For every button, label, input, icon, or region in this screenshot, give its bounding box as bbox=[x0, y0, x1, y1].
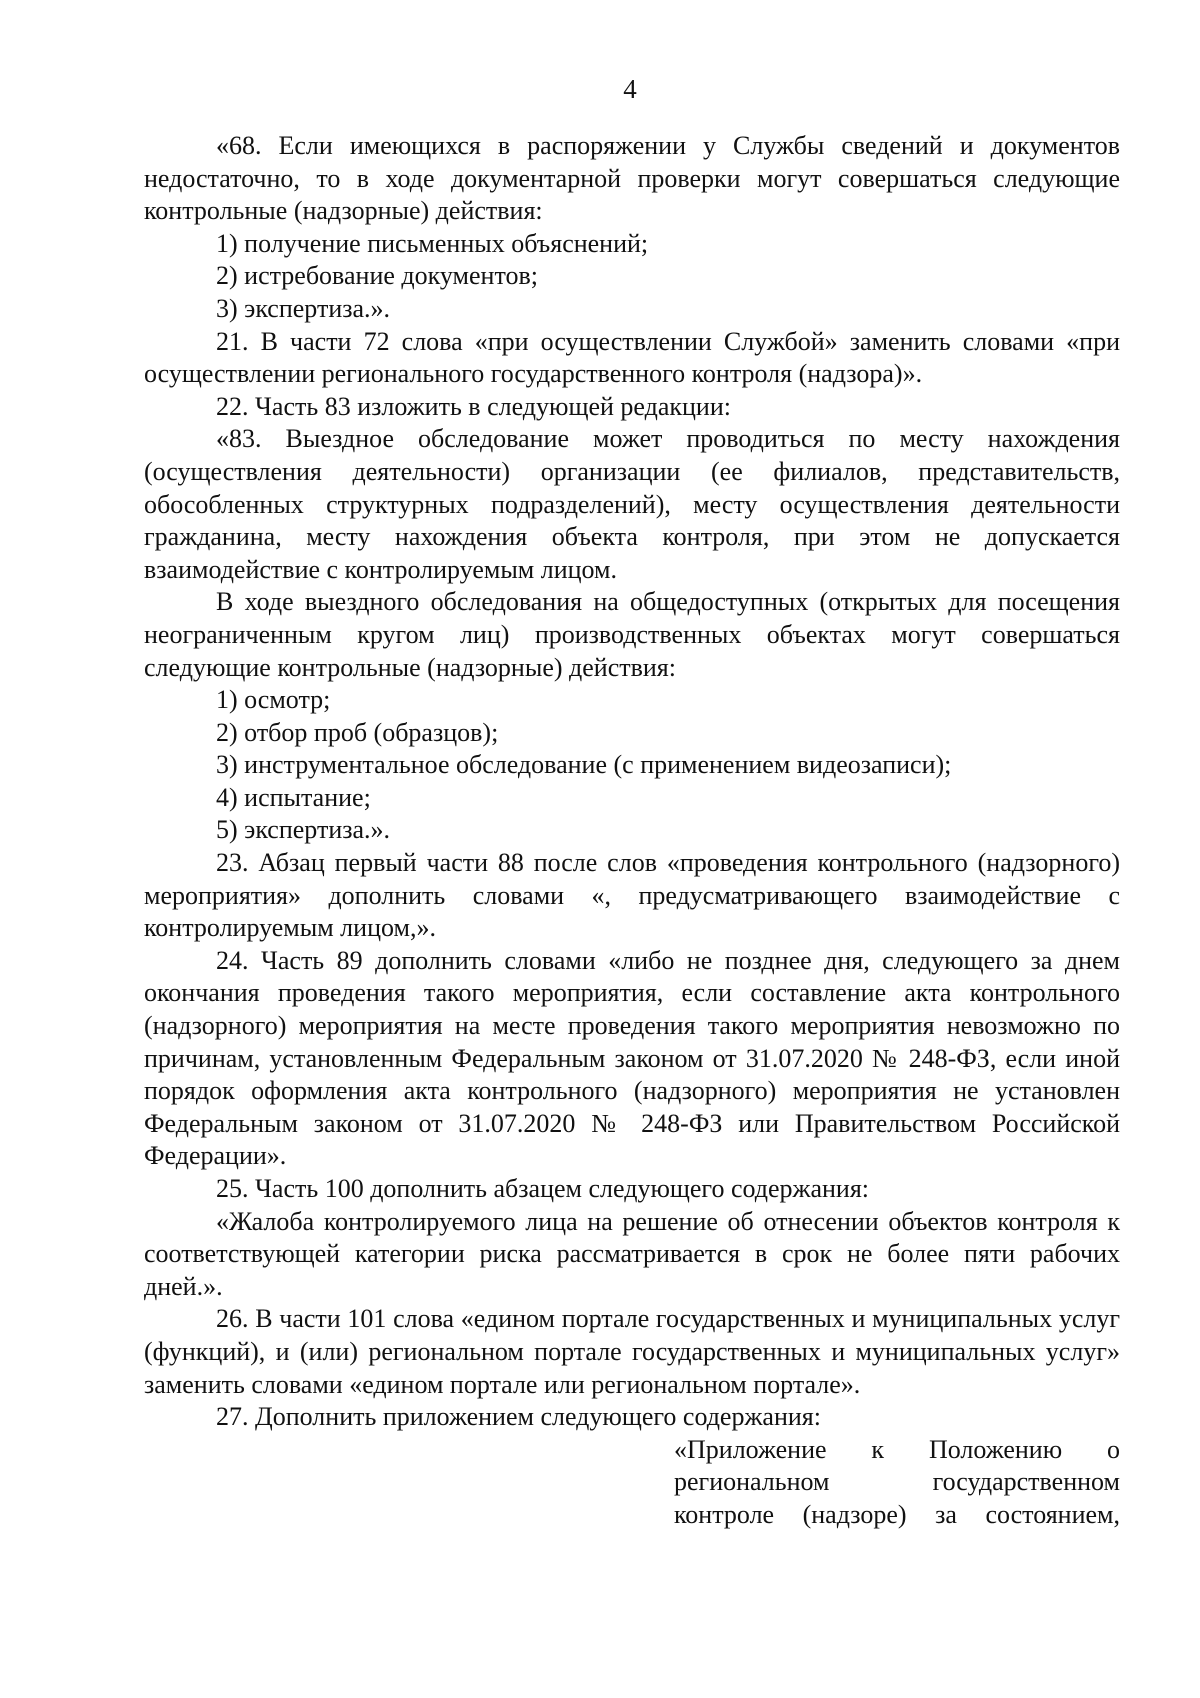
document-body bbox=[144, 130, 1120, 1532]
paragraph-field-inspection: В ходе выездного обследования на общедоступных (открытых для посещения неограниченным кругом лиц) производственных объектах могут совершаться следующие контрольные (надзорные) действия: bbox=[144, 587, 1120, 682]
paragraph-complaint: «Жалоба контролируемого лица на решение об отнесении объектов контроля к соответствующей категории риска рассматривается в срок не более пяти рабочих дней.». bbox=[144, 1206, 1120, 1301]
list-item: 4) испытание; bbox=[216, 782, 371, 812]
appendix-header-line: «Приложение к Положению о bbox=[674, 1434, 1120, 1464]
paragraph-item-23: 23. Абзац первый части 88 после слов «проведения контрольного (надзорного) мероприятия» дополнить словами «, предусматривающего взаимодействие с контролируемым лицом,». bbox=[144, 848, 1120, 943]
paragraph-item-83: «83. Выездное обследование может проводиться по месту нахождения (осуществления деятельности) организации (ее филиалов, представительств, обособленных структурных подразделений), месту осуществления деятельности гражданина, месту нахождения объекта контроля, при этом не допускается взаимодействие с контролируемым лицом. bbox=[144, 424, 1120, 584]
paragraph-item-68: «68. Если имеющихся в распоряжении у Службы сведений и документов недостаточно, то в ходе документарной проверки могут совершаться следующие контрольные (надзорные) действия: bbox=[144, 131, 1120, 226]
paragraph-item-22: 22. Часть 83 изложить в следующей редакции: bbox=[216, 391, 731, 421]
page-number: 4 bbox=[623, 74, 637, 104]
paragraph-item-26: 26. В части 101 слова «едином портале государственных и муниципальных услуг (функций), и (или) региональном портале государственных и муниципальных услуг» заменить словами «едином портале или региональном портале». bbox=[144, 1304, 1120, 1399]
list-item: 1) получение письменных объяснений; bbox=[216, 228, 649, 258]
appendix-header-line: региональном государственном bbox=[674, 1467, 1120, 1497]
paragraph-item-27: 27. Дополнить приложением следующего содержания: bbox=[216, 1402, 821, 1432]
paragraph-item-25: 25. Часть 100 дополнить абзацем следующего содержания: bbox=[216, 1174, 870, 1203]
appendix-header bbox=[674, 1434, 1120, 1532]
list-item: 2) истребование документов; bbox=[216, 261, 538, 291]
paragraph-item-21: 21. В части 72 слова «при осуществлении Службой» заменить словами «при осуществлении регионального государственного контроля (надзора)». bbox=[144, 326, 1120, 389]
list-item: 1) осмотр; bbox=[216, 685, 331, 715]
paragraph-item-24: 24. Часть 89 дополнить словами «либо не позднее дня, следующего за днем окончания проведения такого мероприятия, если составление акта контрольного (надзорного) мероприятия на месте проведения такого мероприятия невозможно по причинам, установленным Федеральным законом от 31.07.2020 № 248-ФЗ, если иной порядок оформления акта контрольного (надзорного) мероприятия не установлен Федеральным законом от 31.07.2020 № 248-ФЗ или Правительством Российской Федерации». bbox=[144, 945, 1120, 1171]
appendix-header-line: контроле (надзоре) за состоянием, bbox=[674, 1499, 1120, 1529]
list-item: 3) инструментальное обследование (с применением видеозаписи); bbox=[216, 750, 952, 780]
list-item: 2) отбор проб (образцов); bbox=[216, 717, 499, 747]
list-item: 5) экспертиза.». bbox=[216, 815, 391, 845]
list-item: 3) экспертиза.». bbox=[216, 293, 391, 323]
